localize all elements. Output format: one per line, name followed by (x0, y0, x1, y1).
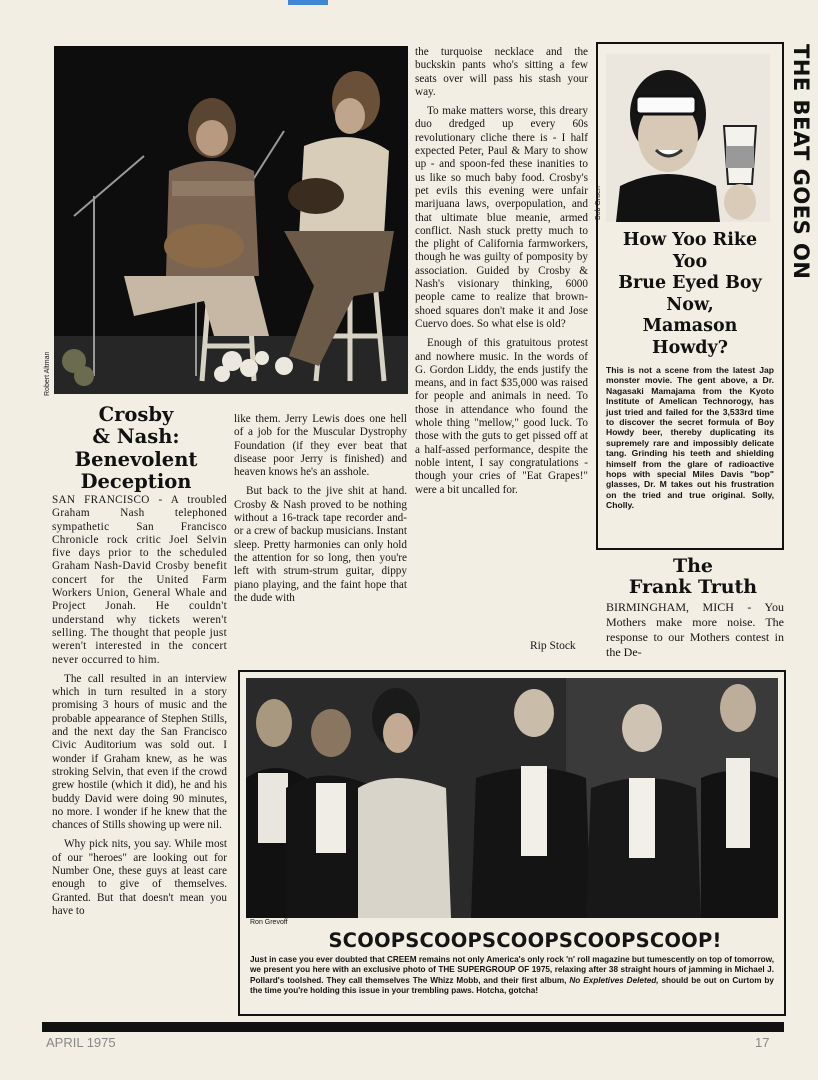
article-paragraph: like them. Jerry Lewis does one hell of a job for the Muscular Dystrophy Foundation (if they ever beat that disease poor Jerry is finished) and heaven knows he's an asshole. (234, 413, 407, 479)
article-column-3 (415, 46, 588, 497)
sidebar-caption: This is not a scene from the latest Jap monster movie. The gent above, a Dr. Nagasaki Mamajama from the Kyoto Institute of Amelican Technorogy, has just tried and failed for the 3,533rd time to discover the secret formula of Boy Howdy beer, thereby duplicating its supremely rare and impossibly delicate tang. Grinding his teeth and shielding himself from the glare of radioactive hops with special Miles Davis "bop" glasses, Dr. M takes out his frustration on the tried and true original. Solly, Cholly. (606, 365, 774, 511)
frank-text: BIRMINGHAM, MICH - You Mothers make more noise. The response to our Mothers contest in the De- (606, 600, 784, 659)
article-paragraph: the turquoise necklace and the buckskin pants who's sitting a few seats over will pass his stash your way. (415, 46, 588, 98)
concert-photo-credit: Robert Altman (44, 351, 51, 396)
sidebar-headline (600, 230, 780, 360)
main-headline-line: & Nash: (92, 425, 180, 449)
main-headline-line: Deception (80, 470, 192, 494)
sidebar-headline-line: Brue Eyed Boy (618, 273, 762, 294)
article-byline: Rip Stock (530, 640, 576, 652)
supergroup-photo (246, 678, 778, 918)
article-paragraph: Why pick nits, you say. While most of our "heroes" are looking out for Number One, these guys at least care enough to give of themselves. Granted. But that doesn't mean you have to (52, 838, 227, 917)
sidebar-headline-line: Mamason (642, 316, 738, 337)
sidebar-headline-line: Now, (666, 294, 714, 315)
scoop-caption-text-end: should be out on Curtom by the time you're holding this issue in your trembling paws. Hotcha, gotcha! (250, 975, 774, 996)
article-column-2 (234, 413, 407, 605)
article-paragraph: To make matters worse, this dreary duo dredged up every 60s revolutionary cliche there is - I half expected Peter, Paul & Mary to show up - and spoon-fed these inanities to us like so much baby food. Crosby's pet evils this evening were unfair marijuana laws, overpopulation, and that ultimate blue meanie, armed conflict. Nash stuck pretty much to the plight of California farmworkers, though he was guilty of pomposity by association. Guided by Crosby & Nash's visionary thinking, 6000 people came to realize that brown-shoed squares don't make it and Jose Cuervo does. So what else is old? (415, 105, 588, 330)
article-paragraph: But back to the jive shit at hand. Crosby & Nash proved to be nothing without a 16-track tape recorder and-or a crew of backup musicians. Instant sleep. Pretty harmonies can only hold the attention for so long, then you're left with strum-strum guitar, dippy piano playing, and the faint hope that the dude with (234, 485, 407, 604)
main-headline-line: Crosby (98, 403, 174, 426)
supergroup-photo-credit: Ron Grevoff (250, 919, 288, 926)
sidebar-headline-line: How Yoo Rike (622, 230, 758, 250)
main-headline (56, 404, 216, 494)
sidebar-headline-line: Howdy? (652, 337, 728, 358)
concert-photo (54, 46, 408, 394)
article-paragraph: SAN FRANCISCO - A troubled Graham Nash telephoned sympathetic San Francisco Chronicle rock critic Joel Selvin five days prior to the scheduled Graham Nash-David Crosby benefit concert for the United Farm Workers Union, General Whale and Project Jonah. He couldn't understand why tickets weren't selling. The thought that people just weren't interested in the concert never occurred to him. (52, 494, 227, 666)
section-title-text: THE BEAT GOES ON (789, 44, 813, 280)
sidebar-headline-line: Yoo (672, 251, 708, 272)
scoop-album-title: No Expletives Deleted, (569, 975, 659, 985)
frank-headline (600, 556, 786, 598)
sidebar-photo-credit: Bob Gruen (595, 186, 602, 220)
article-paragraph: Enough of this gratuitous protest and nowhere music. In the words of G. Gordon Liddy, the ends justify the means, and in fact $35,000 was raised for people and animals in need. To those in attendance who found the whole thing "mellow," good luck. To those with the guts to get pissed off at a half-assed performance, despite the noble intent, I say congratulations - though your cries of "Eat Grapes!" were a bit uncalled for. (415, 337, 588, 496)
scoop-headline: SCOOPSCOOPSCOOPSCOOPSCOOP! (328, 929, 722, 952)
main-headline-line: Benevolent (74, 447, 198, 471)
scoop-caption (250, 955, 774, 997)
article-column-1 (52, 494, 227, 918)
footer-page-number: 17 (755, 1035, 770, 1050)
frank-headline-line: Frank Truth (628, 576, 758, 598)
sidebar-photo (606, 54, 770, 222)
scoop-caption-text: Just in case you ever doubted that CREEM remains not only America's only rock 'n' roll magazine but tumescently on top of tomorrow, we present you here with an exclusive photo of THE SUPERGROUP OF 1975, relaxing after 38 straight hours of jamming in Michael J. Pollard's toolshed. They call themselves The Whizz Mobb, and their first album, (250, 955, 774, 985)
section-title (787, 44, 815, 304)
frank-headline-line: The (672, 555, 714, 577)
article-paragraph: The call resulted in an interview which in turn resulted in a story promising 3 hours of music and the probable appearance of Stephen Stills, and the next day the San Francisco Civic Auditorium was sold out. I wonder if Graham knew, as he was stroking Selvin, that even if the crowd grew hostile (which it did), he and his buddy David were doing 90 minutes, no more. I wonder if he knew that the chances of Stills showing up were nil. (52, 672, 227, 832)
footer-issue: APRIL 1975 (46, 1035, 116, 1050)
top-color-mark (288, 0, 328, 5)
footer-rule (42, 1022, 784, 1032)
